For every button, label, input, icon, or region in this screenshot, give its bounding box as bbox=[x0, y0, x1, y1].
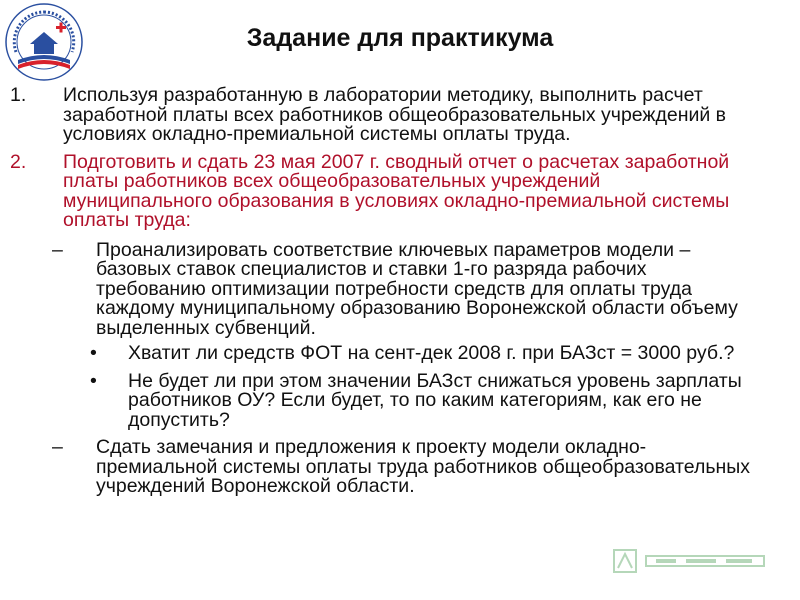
list-item-text: Подготовить и сдать 23 мая 2007 г. сводный отчет о расчетах заработной платы работников всех общеобразовательных учреждений муниципального образования в условиях окладно-премиальной системы оплаты труда: bbox=[63, 150, 730, 231]
bullet-marker: • bbox=[90, 342, 97, 364]
sub-item-analyze bbox=[0, 238, 790, 339]
dash-marker: – bbox=[52, 238, 63, 261]
list-number: 2. bbox=[10, 150, 27, 173]
sub-item-submit-remarks bbox=[0, 438, 790, 497]
sub-item-text: Сдать замечания и предложения к проекту модели окладно-премиальной системы оплаты труда работников общеобразовательных учреждений Воронежской области. bbox=[96, 436, 751, 497]
list-item-2 bbox=[0, 150, 790, 231]
slide-title: Задание для практикума bbox=[246, 24, 554, 52]
slide-content bbox=[0, 86, 790, 503]
bullet-item-salary-level bbox=[0, 369, 790, 431]
list-item-text: Используя разработанную в лаборатории методику, выполнить расчет заработной платы всех работников общеобразовательных учреждений в условиях окладно-премиальной системы оплаты труда. bbox=[63, 84, 727, 145]
list-item-1 bbox=[0, 86, 790, 145]
bullet-item-fot bbox=[0, 344, 790, 364]
list-number: 1. bbox=[10, 84, 27, 106]
dash-marker: – bbox=[52, 436, 63, 458]
bullet-marker: • bbox=[90, 369, 97, 392]
bullet-item-text: Хватит ли средств ФОТ на сент-дек 2008 г. при БАЗст = 3000 руб.? bbox=[128, 342, 735, 364]
website-watermark bbox=[612, 542, 772, 578]
bullet-item-text: Не будет ли при этом значении БАЗст снижаться уровень зарплаты работников ОУ? Если будет, то по каким категориям, как его не допустить? bbox=[128, 369, 742, 431]
sub-item-text: Проанализировать соответствие ключевых параметров модели – базовых ставок специалистов и ставки 1-го разряда рабочих требованию оптимизации потребности средств для оплаты труда каждому муниципальному образованию Воронежской области объему выделенных субвенций. bbox=[96, 238, 738, 339]
